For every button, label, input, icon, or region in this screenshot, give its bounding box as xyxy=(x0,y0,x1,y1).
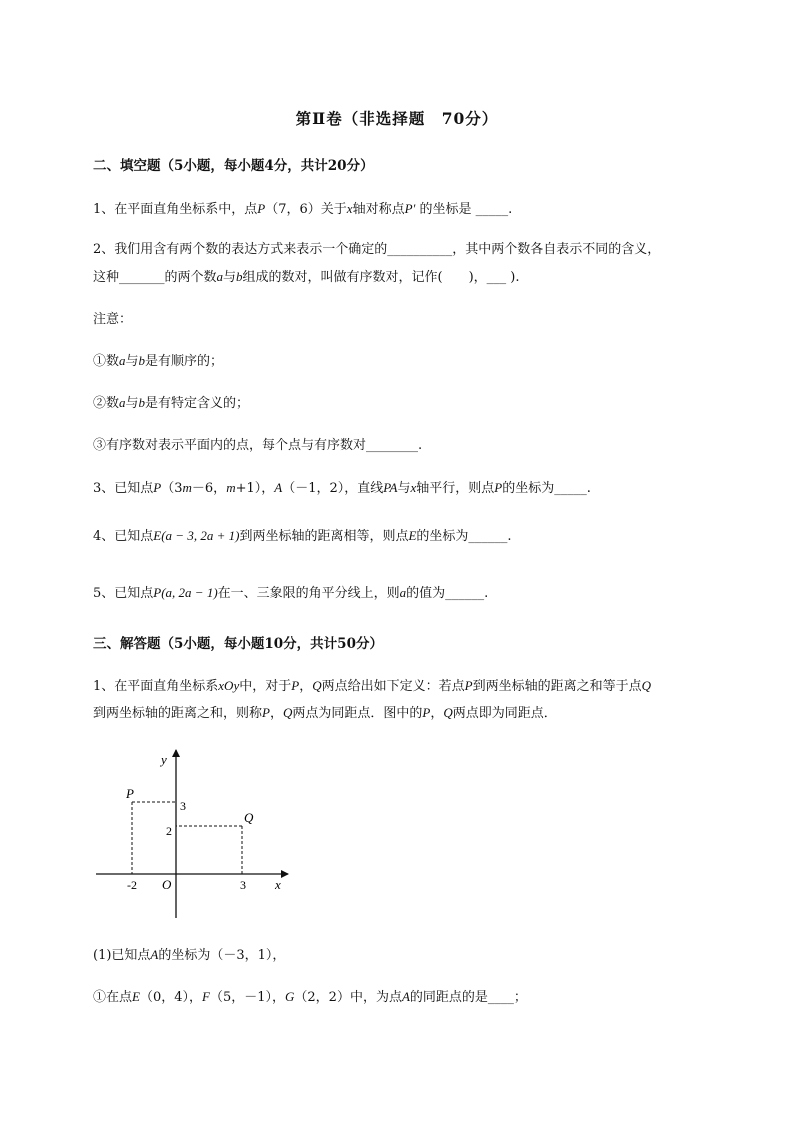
point-label-p: P xyxy=(126,786,134,801)
note-1: ①数a与b是有顺序的； xyxy=(93,353,224,369)
point-label-q: Q xyxy=(244,810,254,825)
section-title: 第Ⅱ卷（非选择题 70分） xyxy=(295,109,499,128)
axis-label-x: x xyxy=(275,877,281,892)
note-label: 注意： xyxy=(93,312,133,327)
formula-p: P(a, 2a − 1) xyxy=(153,585,218,600)
fill-question-2-line-1: 2、我们用含有两个数的表达方式来表示一个确定的__________，其中两个数各自表示不同的含义， xyxy=(93,242,661,257)
note-3: ③有序数对表示平面内的点，每个点与有序数对________. xyxy=(93,438,423,453)
solve-problem-1-line-2: 到两坐标轴的距离之和，则称P，Q两点为同距点．图中的P，Q两点即为同距点． xyxy=(93,705,557,721)
fill-section-heading: 二、填空题（5小题，每小题4分，共计20分） xyxy=(93,158,374,174)
tick-label-x-neg2: -2 xyxy=(127,878,137,892)
fill-question-1: 1、在平面直角坐标系中，点P（7，6）关于x轴对称点P′ 的坐标是 _____. xyxy=(93,201,513,217)
tick-label-y-3: 3 xyxy=(180,799,186,813)
fill-question-2-line-2: 这种_______的两个数a与b组成的数对，叫做有序数对，记作( )，___ ). xyxy=(93,269,520,285)
solve-section-heading: 三、解答题（5小题，每小题10分，共计50分） xyxy=(93,636,383,652)
tick-label-x-3: 3 xyxy=(240,878,246,892)
solve-problem-1-line-1: 1、在平面直角坐标系xOy中，对于P，Q两点给出如下定义：若点P到两坐标轴的距离之和等于点Q xyxy=(93,678,651,694)
sub-question-1: (1)已知点A的坐标为（－3，1）， xyxy=(93,947,286,963)
coordinate-figure xyxy=(92,746,302,926)
fill-question-4: 4、已知点E(a − 3, 2a + 1)到两坐标轴的距离相等，则点E的坐标为______. xyxy=(93,528,512,544)
sub-question-1-part-1: ①在点E（0，4），F（5，－1），G（2，2）中，为点A的同距点的是____； xyxy=(93,989,527,1005)
fill-question-5: 5、已知点P(a, 2a − 1)在一、三象限的角平分线上，则a的值为______. xyxy=(93,585,489,601)
axis-label-y: y xyxy=(161,752,167,767)
formula-e: E(a − 3, 2a + 1) xyxy=(153,528,240,543)
note-2: ②数a与b是有特定含义的； xyxy=(93,395,250,411)
fill-question-3: 3、已知点P（3m－6，m+1），A（－1，2），直线PA与x轴平行，则点P的坐标为_____. xyxy=(93,480,591,496)
tick-label-y-2: 2 xyxy=(166,824,172,838)
origin-label: O xyxy=(162,877,172,892)
